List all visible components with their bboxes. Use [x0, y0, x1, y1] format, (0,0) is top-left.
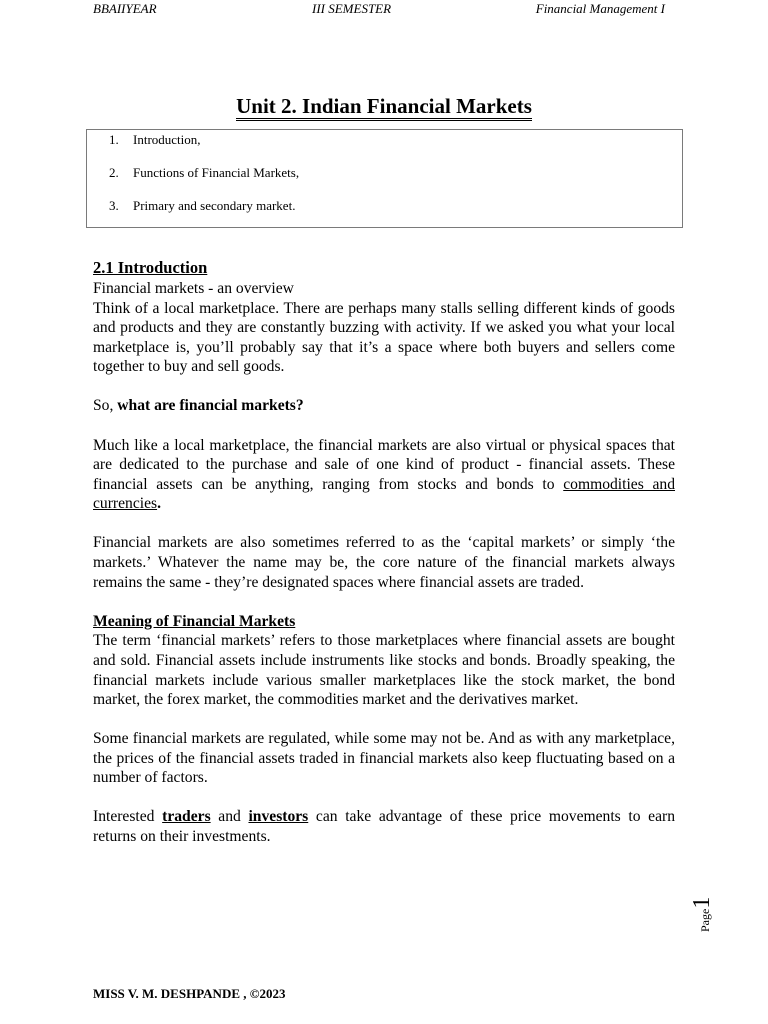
traders-link[interactable]: traders: [162, 808, 211, 826]
paragraph-marketplace: [93, 436, 675, 514]
paragraph-text: and: [210, 808, 249, 826]
page-number-rotated: [690, 897, 714, 932]
header-subject: Financial Management I: [535, 1, 665, 16]
page-number: 1: [689, 896, 715, 909]
header-semester: III SEMESTER: [312, 1, 392, 16]
running-header: [93, 0, 665, 18]
header-year: BBAIIYEAR: [93, 1, 157, 16]
question-line: [93, 396, 675, 416]
page-label: Page: [698, 908, 712, 932]
commodities-link[interactable]: commodities and currencies: [93, 475, 676, 513]
toc-item-text: Primary and secondary market.: [133, 198, 296, 213]
toc-item-text: Introduction,: [133, 132, 201, 147]
paragraph-end: .: [157, 495, 161, 513]
paragraph-capital-markets: Financial markets are also sometimes referred to as the ‘capital markets’ or simply ‘the markets.’ Whatever the name may be, the core nature of the financial markets always remains the same - they’re designated spaces where financial assets are traded.: [93, 534, 675, 591]
section-heading: 2.1 Introduction: [93, 258, 208, 277]
page-number-block: [690, 888, 730, 938]
table-of-contents: [86, 129, 683, 228]
toc-item-number: 3.: [109, 198, 119, 213]
main-content: [93, 257, 675, 847]
paragraph-text: Much like a local marketplace, the financial markets are also virtual or physical spaces that are dedicated to the purchase and sale of one kind of product - financial assets. These financial assets can be anything, ranging from stocks and bonds to: [93, 436, 675, 493]
paragraph-intro: Think of a local marketplace. There are perhaps many stalls selling different kinds of goods and products and they are constantly buzzing with activity. If we asked you what your local marketplace is, you’ll probably say that it’s a space where both buyers and sellers come together to buy and sell goods.: [93, 299, 675, 376]
paragraph-text: Interested: [93, 808, 163, 826]
paragraph-text: can take advantage of these price movements to earn returns on their investments.: [93, 808, 676, 846]
paragraph-traders: [93, 807, 675, 846]
meaning-heading: Meaning of Financial Markets: [93, 612, 296, 630]
question-text: what are financial markets?: [117, 397, 304, 415]
investors-link[interactable]: investors: [248, 808, 309, 826]
page-title: Unit 2. Indian Financial Markets: [236, 95, 532, 121]
page-title-wrap: [0, 92, 768, 121]
paragraph-meaning: The term ‘financial markets’ refers to those marketplaces where financial assets are bought and sold. Financial assets include instruments like stocks and bonds. Broadly speaking, the financial markets include various smaller marketplaces like the stock market, the bond market, the forex market, the commodities market and the derivatives market.: [93, 632, 675, 709]
toc-item-number: 1.: [109, 132, 119, 147]
footer-author: MISS V. M. DESHPANDE , ©2023: [93, 986, 286, 1001]
toc-item-text: Functions of Financial Markets,: [133, 165, 300, 180]
toc-item: [109, 131, 201, 149]
toc-item: [109, 197, 295, 215]
paragraph-regulation: Some financial markets are regulated, while some may not be. And as with any marketplace, the prices of the financial assets traded in financial markets also keep fluctuating based on a number of factors.: [93, 730, 675, 787]
toc-item-number: 2.: [109, 165, 119, 180]
toc-item: [109, 164, 299, 182]
question-prefix: So,: [93, 397, 118, 415]
section-subtitle: Financial markets - an overview: [93, 280, 294, 297]
